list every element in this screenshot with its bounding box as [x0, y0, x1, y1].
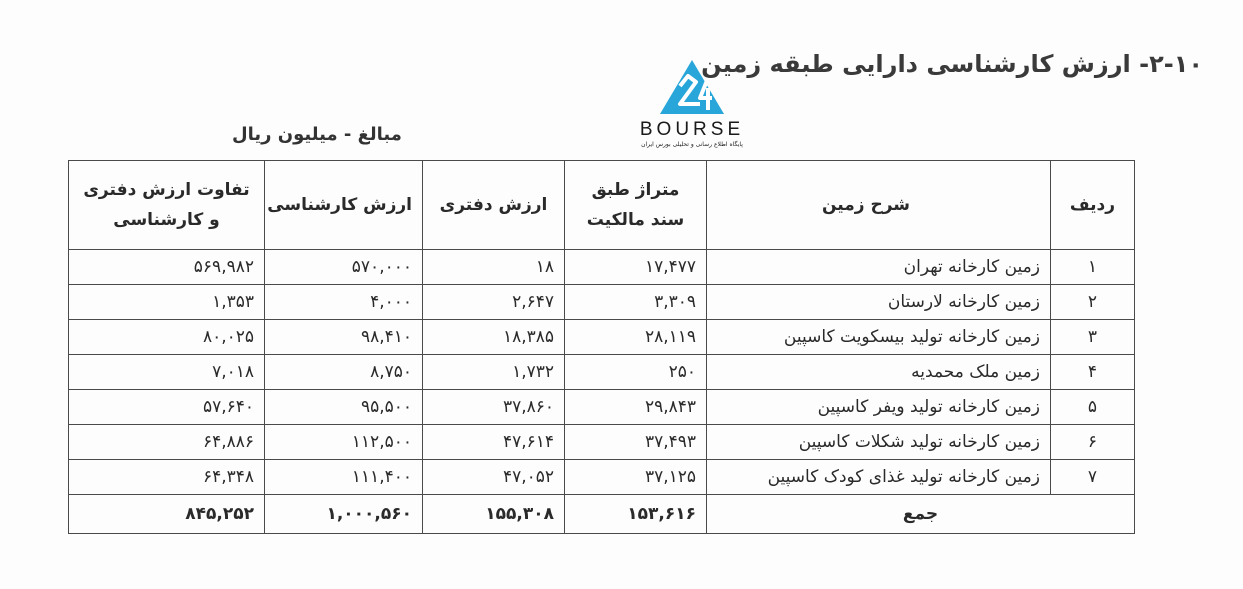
cell-book-value: ۱۸,۳۸۵: [423, 320, 565, 355]
table-row: [69, 460, 1135, 495]
bourse24-logo: [632, 58, 752, 150]
total-difference: ۸۴۵,۲۵۲: [69, 495, 265, 534]
cell-area: ۳,۳۰۹: [565, 285, 707, 320]
cell-row-number: ۳: [1051, 320, 1135, 355]
cell-book-value: ۴۷,۶۱۴: [423, 425, 565, 460]
cell-difference: ۵۶۹,۹۸۲: [69, 250, 265, 285]
cell-row-number: ۷: [1051, 460, 1135, 495]
header-difference: تفاوت ارزش دفتری و کارشناسی: [69, 161, 265, 250]
logo-subtitle: پایگاه اطلاع رسانی و تحلیلی بورس ایران: [641, 141, 743, 148]
cell-row-number: ۶: [1051, 425, 1135, 460]
table-row: [69, 250, 1135, 285]
header-appraised-value: ارزش کارشناسی: [265, 161, 423, 250]
logo-wordmark: BOURSE: [639, 119, 745, 140]
cell-area: ۲۵۰: [565, 355, 707, 390]
cell-row-number: ۴: [1051, 355, 1135, 390]
header-row: [69, 161, 1135, 250]
section-heading: ۲-۱۰- ارزش کارشناسی دارایی طبقه زمین: [701, 50, 1203, 78]
cell-description: زمین ملک محمدیه: [707, 355, 1051, 390]
cell-difference: ۷,۰۱۸: [69, 355, 265, 390]
total-row: [69, 495, 1135, 534]
cell-description: زمین کارخانه تولید غذای کودک کاسپین: [707, 460, 1051, 495]
cell-area: ۳۷,۴۹۳: [565, 425, 707, 460]
cell-appraised-value: ۸,۷۵۰: [265, 355, 423, 390]
cell-description: زمین کارخانه تولید بیسکویت کاسپین: [707, 320, 1051, 355]
cell-appraised-value: ۹۵,۵۰۰: [265, 390, 423, 425]
header-description: شرح زمین: [707, 161, 1051, 250]
cell-appraised-value: ۴,۰۰۰: [265, 285, 423, 320]
cell-row-number: ۵: [1051, 390, 1135, 425]
bourse-logo-mark-icon: [658, 58, 726, 116]
total-area: ۱۵۳,۶۱۶: [565, 495, 707, 534]
cell-description: زمین کارخانه تهران: [707, 250, 1051, 285]
cell-difference: ۵۷,۶۴۰: [69, 390, 265, 425]
table-row: [69, 355, 1135, 390]
cell-description: زمین کارخانه تولید ویفر کاسپین: [707, 390, 1051, 425]
table-row: [69, 390, 1135, 425]
header-area: متراژ طبق سند مالکیت: [565, 161, 707, 250]
cell-difference: ۶۴,۳۴۸: [69, 460, 265, 495]
table-row: [69, 285, 1135, 320]
table-row: [69, 320, 1135, 355]
cell-book-value: ۳۷,۸۶۰: [423, 390, 565, 425]
cell-book-value: ۱۸: [423, 250, 565, 285]
cell-description: زمین کارخانه تولید شکلات کاسپین: [707, 425, 1051, 460]
total-book-value: ۱۵۵,۳۰۸: [423, 495, 565, 534]
land-appraisal-table: [68, 160, 1135, 534]
cell-book-value: ۴۷,۰۵۲: [423, 460, 565, 495]
cell-area: ۳۷,۱۲۵: [565, 460, 707, 495]
header-row-number: ردیف: [1051, 161, 1135, 250]
cell-appraised-value: ۵۷۰,۰۰۰: [265, 250, 423, 285]
cell-row-number: ۱: [1051, 250, 1135, 285]
cell-area: ۲۸,۱۱۹: [565, 320, 707, 355]
cell-appraised-value: ۱۱۱,۴۰۰: [265, 460, 423, 495]
cell-description: زمین کارخانه لارستان: [707, 285, 1051, 320]
unit-note: مبالغ - میلیون ریال: [232, 124, 402, 145]
total-appraised-value: ۱,۰۰۰,۵۶۰: [265, 495, 423, 534]
header-book-value: ارزش دفتری: [423, 161, 565, 250]
table-row: [69, 425, 1135, 460]
cell-book-value: ۲,۶۴۷: [423, 285, 565, 320]
total-label: جمع: [707, 495, 1135, 534]
cell-area: ۱۷,۴۷۷: [565, 250, 707, 285]
cell-difference: ۱,۳۵۳: [69, 285, 265, 320]
cell-row-number: ۲: [1051, 285, 1135, 320]
cell-appraised-value: ۹۸,۴۱۰: [265, 320, 423, 355]
cell-difference: ۸۰,۰۲۵: [69, 320, 265, 355]
cell-appraised-value: ۱۱۲,۵۰۰: [265, 425, 423, 460]
cell-area: ۲۹,۸۴۳: [565, 390, 707, 425]
cell-difference: ۶۴,۸۸۶: [69, 425, 265, 460]
cell-book-value: ۱,۷۳۲: [423, 355, 565, 390]
